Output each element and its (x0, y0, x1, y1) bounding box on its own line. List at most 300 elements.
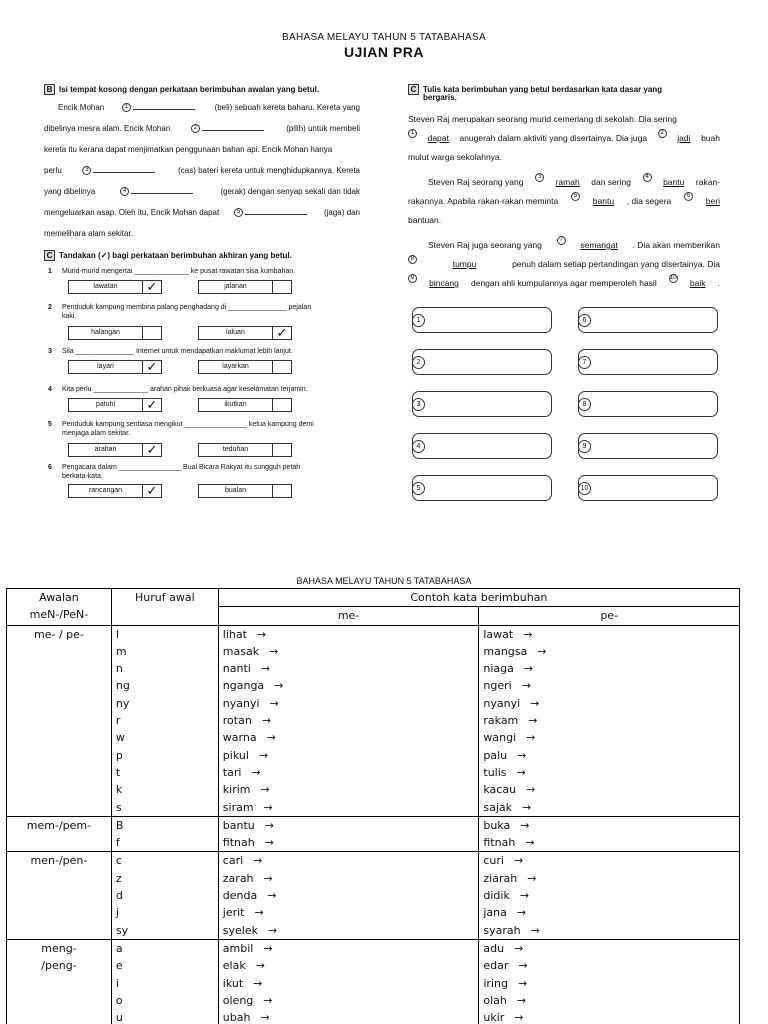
paragraph-text: dibelinya mesra alam. Encik Mohan (44, 124, 171, 133)
story-text: , dia segera (626, 196, 672, 206)
huruf-awal: t (115, 765, 121, 779)
number-circle: 7 (557, 236, 566, 245)
arrow-icon: → (523, 662, 534, 676)
base-word: niaga (483, 662, 514, 676)
me-examples-cell (218, 852, 479, 939)
option-word: layari (69, 361, 143, 373)
answer-box[interactable] (578, 391, 718, 417)
answer-number: 10 (578, 482, 591, 495)
fill-blank[interactable] (131, 186, 193, 194)
huruf-awal: a (115, 941, 123, 955)
example-row (483, 940, 735, 957)
arrow-icon: → (523, 627, 533, 641)
base-word: cari (222, 854, 244, 868)
checkmark-box[interactable]: ✓ (146, 279, 158, 294)
section-letter-badge: C (44, 250, 55, 261)
question (48, 386, 360, 426)
base-word: nganga (222, 679, 265, 693)
story-text: rakan- (695, 177, 720, 187)
header-me: me- (218, 607, 479, 625)
story-text: penuh dalam setiap pertandingan yang disertainya. Dia (512, 259, 720, 269)
question-text-cont: berkata-kata. (62, 473, 103, 480)
huruf-cell (111, 625, 218, 816)
story-text: bantuan. (408, 215, 442, 225)
arrow-icon: → (264, 818, 274, 832)
base-word: tulis (483, 765, 507, 779)
option-word: ikutkan (199, 399, 273, 411)
huruf-awal: k (115, 783, 123, 797)
story-line (408, 110, 720, 129)
story-line (408, 192, 720, 211)
story-paragraph-3 (408, 236, 720, 293)
answer-option[interactable] (198, 443, 292, 457)
header-contoh: Contoh kata berimbuhan (218, 589, 739, 607)
arrow-icon: → (522, 800, 532, 814)
option-word: lawatan (69, 281, 143, 293)
paragraph-line (44, 97, 360, 118)
huruf-awal: n (115, 662, 123, 676)
base-word: ikut (222, 976, 244, 990)
number-circle: 10 (669, 275, 677, 281)
example-row (223, 975, 475, 992)
blank-group (191, 118, 266, 139)
checkmark-box[interactable]: ✓ (146, 483, 158, 498)
imbuhan-table (6, 588, 740, 1024)
story-paragraph-1 (408, 110, 720, 167)
story-text: . Dia akan memberikan (632, 240, 720, 250)
option-word: patuhi (69, 399, 143, 411)
example-row (223, 626, 475, 643)
base-word: tari (222, 765, 242, 779)
blank-group (82, 160, 157, 181)
arrow-icon: → (525, 836, 535, 850)
checkmark-box[interactable]: ✓ (276, 325, 288, 340)
arrow-icon: → (266, 731, 276, 745)
huruf-awal: r (115, 714, 121, 728)
question (48, 268, 360, 308)
section-c-checklist (44, 250, 360, 261)
example-row (223, 992, 475, 1009)
paragraph-line (44, 118, 360, 139)
arrow-icon: → (269, 696, 279, 710)
huruf-awal: l (115, 627, 119, 641)
huruf-awal: p (115, 748, 123, 762)
checkmark-box[interactable] (143, 327, 161, 339)
example-row (223, 940, 475, 957)
awalan-label: meng- (41, 941, 77, 955)
checkmark-box[interactable] (273, 485, 291, 497)
answer-number: 1 (412, 314, 425, 327)
base-word: nyanyi (222, 696, 260, 710)
arrow-icon: → (258, 748, 269, 762)
arrow-icon: → (526, 731, 536, 745)
me-examples-cell (218, 625, 479, 816)
answer-option[interactable] (198, 326, 292, 340)
base-word: curi (483, 854, 504, 868)
arrow-icon: → (520, 818, 530, 832)
huruf-awal: ng (115, 679, 130, 693)
checkmark-box[interactable]: ✓ (146, 442, 158, 457)
base-word: mangsa (483, 644, 528, 658)
question-text: Murid-murid mengertai ______________ ke pusat rawatan sisa kumbahan. (62, 268, 296, 275)
story-line (408, 211, 720, 230)
awalan-label: men-/pen- (30, 854, 88, 868)
question-text: Kita perlu ______________ arahan pihak berkuasa agar keselamatan terjamin. (62, 386, 308, 393)
answer-box[interactable] (412, 307, 552, 333)
base-word: nyanyi (483, 696, 521, 710)
fill-blank[interactable] (202, 123, 264, 131)
base-word: fitnah (483, 836, 516, 850)
example-row (223, 957, 475, 974)
answer-boxes (412, 307, 722, 507)
underlined-base-word: semangat (580, 240, 618, 250)
example-row (223, 712, 475, 729)
answer-box[interactable] (412, 433, 552, 459)
example-row (483, 957, 735, 974)
fill-blank[interactable] (133, 102, 195, 110)
question-number: 4 (48, 386, 52, 393)
answer-option[interactable] (68, 443, 162, 457)
arrow-icon: → (517, 748, 527, 762)
base-word: wangi (483, 731, 517, 745)
story-text: . (717, 278, 720, 288)
arrow-icon: → (264, 836, 274, 850)
base-word: syelek (222, 923, 258, 937)
example-row (483, 922, 735, 939)
blank-group (122, 97, 197, 118)
huruf-awal: m (115, 644, 127, 658)
base-word: fitnah (222, 836, 255, 850)
number-circle: 6 (684, 192, 693, 201)
arrow-icon: → (253, 976, 263, 990)
huruf-cell (111, 816, 218, 852)
example-row (483, 747, 735, 764)
question-text: Sila _______________ Internet untuk mendapatkan maklumat lebih lanjut. (62, 348, 293, 355)
arrow-icon: → (517, 976, 528, 990)
example-row (223, 852, 475, 869)
question-number: 6 (48, 464, 52, 471)
answer-box[interactable] (578, 475, 718, 501)
example-row (483, 677, 735, 694)
checkmark-box[interactable]: ✓ (146, 359, 158, 374)
story-line (408, 236, 720, 255)
huruf-awal: z (115, 871, 122, 885)
blank-group (234, 202, 309, 223)
answer-option[interactable] (198, 398, 292, 412)
section-letter-badge: C (408, 84, 419, 95)
answer-option[interactable] (198, 484, 292, 498)
example-row (223, 817, 475, 834)
answer-box[interactable] (578, 433, 718, 459)
example-row (483, 904, 735, 921)
fill-blank[interactable] (93, 165, 155, 173)
example-row (223, 834, 475, 851)
example-row (483, 992, 735, 1009)
question-list (44, 268, 360, 508)
story-text: buah (701, 133, 720, 143)
answer-option[interactable] (68, 326, 162, 340)
example-row (223, 747, 475, 764)
base-word: ambil (222, 941, 254, 955)
answer-number: 5 (412, 482, 425, 495)
section-c2-heading (408, 84, 720, 102)
paragraph-text: (pilih) untuk membeli (286, 124, 360, 133)
question (48, 304, 360, 344)
question-number: 1 (48, 268, 52, 275)
pe-examples-cell (479, 625, 740, 816)
arrow-icon: → (260, 1011, 270, 1024)
awalan-label: me- / pe- (34, 627, 84, 641)
base-word: ngeri (483, 679, 512, 693)
paragraph-line (44, 202, 360, 223)
arrow-icon: → (530, 696, 540, 710)
base-word: warna (222, 731, 257, 745)
number-circle: 3 (82, 166, 91, 175)
answer-box[interactable] (412, 349, 552, 375)
story-text: dengan ahli kumpulannya agar memperoleh hasil (471, 278, 657, 288)
base-word: oleng (222, 993, 254, 1007)
arrow-icon: → (255, 959, 265, 973)
answer-number: 7 (578, 356, 591, 369)
fill-blank[interactable] (245, 207, 307, 215)
underlined-base-word: tumpu (452, 259, 477, 269)
example-row (223, 870, 475, 887)
option-word: rancangan (69, 485, 143, 497)
awalan-label: mem-/pem- (26, 818, 92, 832)
paragraph-text: memelihara alam sekitar. (44, 229, 133, 238)
arrow-icon: → (263, 993, 273, 1007)
arrow-icon: → (274, 679, 284, 693)
arrow-icon: → (516, 765, 526, 779)
worksheet-subject: BAHASA MELAYU TAHUN 5 TATABAHASA (282, 32, 486, 43)
option-word: layarkan (199, 361, 273, 373)
answer-box[interactable] (578, 307, 718, 333)
question-text-cont: kaki. (62, 313, 77, 320)
section-c-writing (408, 84, 720, 293)
base-word: masak (222, 644, 260, 658)
arrow-icon: → (253, 854, 263, 868)
story-paragraph-2 (408, 173, 720, 230)
question-number: 5 (48, 421, 52, 428)
example-row (483, 729, 735, 746)
huruf-awal: i (115, 976, 119, 990)
awalan-label: /peng- (41, 959, 77, 973)
arrow-icon: → (519, 889, 530, 903)
base-word: iring (483, 976, 508, 990)
option-word: laluan (199, 327, 273, 339)
question (48, 348, 360, 388)
underlined-base-word: dapat (427, 133, 449, 143)
story-line (408, 173, 720, 192)
arrow-icon: → (263, 871, 273, 885)
number-circle: 9 (408, 274, 417, 283)
base-word: denda (222, 889, 258, 903)
question (48, 464, 360, 504)
story-line (408, 274, 720, 293)
base-word: ukir (483, 1011, 505, 1024)
me-examples-cell (218, 816, 479, 852)
answer-option[interactable] (68, 484, 162, 498)
me-examples-cell (218, 939, 479, 1024)
underlined-base-word: bantu (663, 177, 685, 187)
arrow-icon: → (516, 993, 527, 1007)
answer-number: 2 (412, 356, 425, 369)
huruf-awal: e (115, 959, 123, 973)
checkmark-box[interactable]: ✓ (146, 397, 158, 412)
underlined-base-word: bincang (429, 278, 459, 288)
arrow-icon: → (256, 627, 267, 641)
section-c2-instruction-cont: bergaris. (423, 93, 457, 102)
underlined-base-word: bantu (592, 196, 615, 206)
example-row (483, 975, 735, 992)
story-text: Steven Raj merupakan seorang murid cemerlang di sekolah. Dia sering (408, 114, 677, 124)
awalan-cell (7, 625, 112, 816)
base-word: nanti (222, 662, 251, 676)
header-pe: pe- (479, 607, 740, 625)
question-number: 2 (48, 304, 52, 311)
paragraph-text: (jaga) dan (323, 208, 360, 217)
number-circle: 3 (535, 173, 544, 182)
pe-examples-cell (479, 939, 740, 1024)
base-word: edar (483, 959, 509, 973)
paragraph-text: perlu (44, 166, 62, 175)
base-word: ubah (222, 1011, 251, 1024)
arrow-icon: → (269, 644, 279, 658)
paragraph-line (44, 160, 360, 181)
huruf-awal: ny (115, 696, 130, 710)
arrow-icon: → (518, 959, 528, 973)
huruf-awal: w (115, 731, 125, 745)
paragraph-text: mengeluarkan asap. Oleh itu, Encik Mohan dapat (44, 208, 220, 217)
arrow-icon: → (254, 906, 264, 920)
paragraph-text: kereta itu kerana dapat menjimatkan penggunaan bahan api. Encik Mohan hanya (44, 145, 333, 154)
paragraph-text: (cas) bateri kereta untuk menghidupkannya. Kereta (178, 166, 360, 175)
answer-box[interactable] (412, 475, 552, 501)
huruf-cell (111, 939, 218, 1024)
story-line (408, 148, 720, 167)
answer-number: 8 (578, 398, 591, 411)
pe-examples-cell (479, 816, 740, 852)
table-row (7, 939, 740, 1024)
example-row (223, 922, 475, 939)
arrow-icon: → (521, 679, 531, 693)
answer-option[interactable] (68, 398, 162, 412)
question-text: Penduduk kampung membina palang penghadang di _______________ pejalan (62, 304, 312, 311)
arrow-icon: → (513, 854, 524, 868)
question-text: Penduduk kampung sentiasa mengikut ________________ ketua kampung demi (62, 421, 314, 428)
section-b-heading (44, 84, 360, 95)
paragraph-text: (gerak) dengan senyap sekali dan tidak (220, 187, 360, 196)
section-b (44, 84, 360, 244)
example-row (223, 781, 475, 798)
underlined-base-word: jadi (677, 133, 691, 143)
header-awalan: Awalan meN-/PeN- (7, 589, 112, 626)
example-row (483, 887, 735, 904)
story-text: Steven Raj seorang yang (428, 177, 524, 187)
arrow-icon: → (267, 889, 277, 903)
arrow-icon: → (527, 871, 537, 885)
answer-option[interactable] (68, 360, 162, 374)
example-row (483, 695, 735, 712)
answer-box[interactable] (578, 349, 718, 375)
option-word: arahan (69, 444, 143, 456)
story-text: Steven Raj juga seorang yang (428, 240, 542, 250)
section-b-paragraph (44, 97, 360, 244)
example-row (483, 712, 735, 729)
table-row (7, 625, 740, 816)
example-row (223, 660, 475, 677)
story-text: dan sering (591, 177, 631, 187)
number-circle: 8 (408, 255, 417, 264)
example-row (483, 852, 735, 869)
paragraph-line (44, 223, 360, 244)
answer-option[interactable] (198, 280, 292, 294)
arrow-icon: → (514, 1011, 524, 1024)
example-row (223, 695, 475, 712)
answer-number: 4 (412, 440, 425, 453)
answer-option[interactable] (198, 360, 292, 374)
base-word: rotan (222, 714, 252, 728)
base-word: ziarah (483, 871, 518, 885)
answer-number: 9 (578, 440, 591, 453)
base-word: jerit (222, 906, 245, 920)
example-row (483, 643, 735, 660)
base-word: bantu (222, 818, 255, 832)
paragraph-line (44, 181, 360, 202)
question-number: 3 (48, 348, 52, 355)
story-line (408, 129, 720, 148)
answer-box[interactable] (412, 391, 552, 417)
arrow-icon: → (526, 783, 536, 797)
option-word: bualan (199, 485, 273, 497)
blank-group (120, 181, 195, 202)
checkmark-box[interactable] (273, 444, 291, 456)
base-word: jana (483, 906, 507, 920)
huruf-awal: c (115, 854, 122, 868)
arrow-icon: → (260, 662, 271, 676)
arrow-icon: → (528, 714, 538, 728)
arrow-icon: → (261, 714, 272, 728)
base-word: syarah (483, 923, 521, 937)
paragraph-text: Encik Mohan (58, 103, 105, 112)
base-word: kirim (222, 783, 251, 797)
option-word: teduhan (199, 444, 273, 456)
paragraph-text: (beli) sebuah kereta baharu. Kereta yang (214, 103, 360, 112)
example-row (483, 817, 735, 834)
checkmark-box[interactable] (273, 281, 291, 293)
example-row (223, 799, 475, 816)
story-text: anugerah dalam aktiviti yang disertainya. Dia juga (459, 133, 648, 143)
example-row (223, 677, 475, 694)
answer-number: 3 (412, 398, 425, 411)
checkmark-box[interactable] (273, 361, 291, 373)
huruf-cell (111, 852, 218, 939)
story-text: rakannya. Apabila rakan-rakan meminta (408, 196, 559, 206)
awalan-cell (7, 939, 112, 1024)
base-word: lihat (222, 627, 247, 641)
example-row (483, 870, 735, 887)
arrow-icon: → (251, 765, 261, 779)
arrow-icon: → (530, 923, 540, 937)
huruf-awal: u (115, 1011, 123, 1024)
answer-option[interactable] (68, 280, 162, 294)
checkmark-box[interactable] (273, 399, 291, 411)
example-row (223, 729, 475, 746)
example-row (483, 626, 735, 643)
huruf-awal: o (115, 993, 123, 1007)
option-word: jalanan (199, 281, 273, 293)
awalan-cell (7, 852, 112, 939)
